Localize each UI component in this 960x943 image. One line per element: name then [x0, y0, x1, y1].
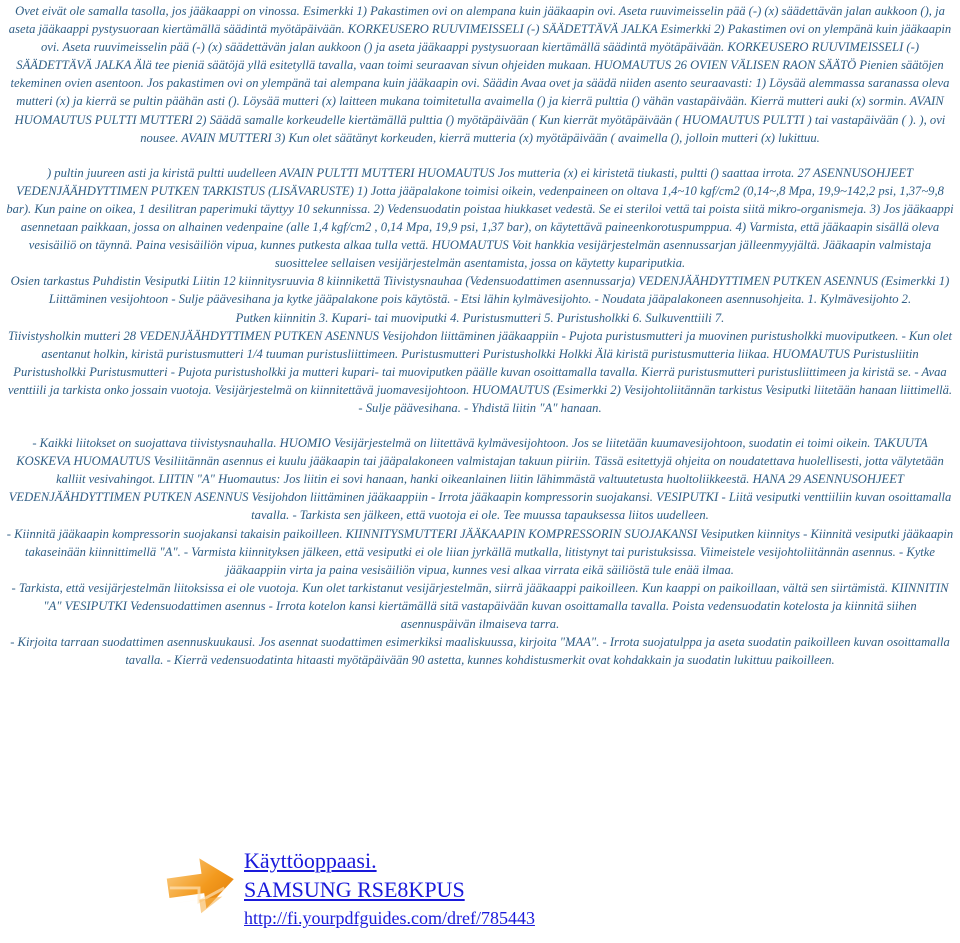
footer-links	[244, 847, 535, 931]
model-link[interactable]: SAMSUNG RSE8KPUS	[244, 877, 465, 902]
paragraph: ) pultin juureen asti ja kiristä pultti uudelleen AVAIN PULTTI MUTTERI HUOMAUTUS Jos mutteria (x) ei kiristetä tiukasti, pultti () saattaa irrota. 27 ASENNUSOHJEET VEDENJÄÄHDYTTIMEN PUTKEN TARKISTUS (LISÄVARUSTE) 1) Jotta jääpalakone toimisi oikein, vedenpaineen on oltava 1,4~10 kgf/cm2 (0,14~,8 Mpa, 19,9~142,2 psi, 1,37~9,8 bar). Kun paine on oikea, 1 desilitran paperimuki täyttyy 10 sekunnissa. 2) Vedensuodatin poistaa hiukkaset vedestä. Se ei steriloi vettä tai poista siitä mikro-organismeja. 3) Jos jääkaappi asennetaan paikkaan, jossa on alhainen vedenpaine (alle 1,4 kgf/cm2 , 0,14 Mpa, 19,9 psi, 1,37 bar), on käytettävä paineenkorotuspumppua. 4) Varmista, että jääkaapin sisällä oleva vesisäiliö on täynnä. Paina vesisäiliön vipua, kunnes putkesta alkaa tulla vettä. HUOMAUTUS Voit hankkia vesijärjestelmän asennussarjan jälleenmyyjältä. Jääkaapin valmistaja suosittelee sellaisen vesijärjestelmän asentamista, jossa on käytetty kupariputkia.	[6, 165, 954, 271]
paragraph: - Tarkista, että vesijärjestelmän liitoksissa ei ole vuotoja. Kun olet tarkistanut vesijärjestelmän, siirrä jääkaappi paikoilleen. Kun kaappi on paikoillaan, vältä sen siirtämistä. KIINNITIN "A" VESIPUTKI Vedensuodattimen asennus - Irrota kotelon kansi kiertämällä sitä vastapäivään kuvan osoittamalla tavalla. Poista vedensuodatin kotelosta ja kiinnitä siihen asennuspäivän ilmaiseva tarra.	[11, 580, 949, 631]
url-link[interactable]: http://fi.yourpdfguides.com/dref/785443	[244, 908, 535, 928]
orange-arrow-icon	[160, 845, 238, 923]
paragraph: Ovet eivät ole samalla tasolla, jos jääkaappi on vinossa. Esimerkki 1) Pakastimen ovi on alempana kuin jääkaapin ovi. Aseta ruuvimeisselin pää (-) (x) säädettävän jalan aukkoon (), ja aseta jääkaappi pystysuoraan kiertämällä säädintä myötäpäivään. KORKEUSERO RUUVIMEISSELI (-) SÄÄDETTÄVÄ JALKA Esimerkki 2) Pakastimen ovi on ylempänä kuin jääkaapin ovi. Aseta ruuvimeisselin pää (-) (x) säädettävän jalan aukkoon () ja aseta jääkaappi pystysuoraan kiertämällä säädintä myötäpäivään. KORKEUSERO RUUVIMEISSELI (-) SÄÄDETTÄVÄ JALKA Älä tee pieniä säätöjä yllä esitetyllä tavalla, vaan toimi seuraavan sivun ohjeiden mukaan. HUOMAUTUS 26 OVIEN VÄLISEN RAON SÄÄTÖ Pienien säätöjen tekeminen ovien asentoon. Jos pakastimen ovi on ylempänä tai alempana kuin jääkaapin ovi. Säädin Avaa ovet ja säädä niiden asento seuraavasti: 1) Löysää alemmassa saranassa oleva mutteri (x) ja kierrä se pultin päähän asti (). Löysää mutteri (x) laitteen mukana toimitetulla avaimella () ja kierrä pulttia () vähän vastapäivään. Kierrä mutteri auki (x) sormin. AVAIN HUOMAUTUS PULTTI MUTTERI 2) Säädä samalle korkeudelle kiertämällä pulttia () myötäpäivään ( Kun kierrät myötäpäivään ( HUOMAUTUS PULTTI ) tai vastapäivään ( ). ), ovi nousee. AVAIN MUTTERI 3) Kun olet säätänyt korkeuden, kierrä mutteria (x) myötäpäivään ( avaimella (), jolloin mutteri (x) lukittuu.	[8, 4, 952, 145]
paragraph: - Kiinnitä jääkaapin kompressorin suojakansi takaisin paikoilleen. KIINNITYSMUTTERI JÄÄKAAPIN KOMPRESSORIN SUOJAKANSI Vesiputken kiinnitys - Kiinnitä vesiputki jääkaapin takaseinään kiinnittimellä "A". - Varmista kiinnityksen jälkeen, että vesiputki ei ole liian jyrkällä mutkalla, litistynyt tai puristuksissa. Viimeistele vesijohtoliitännän asennus. - Kytke jääkaappiin virta ja paina vesisäiliön vipua, kunnes vesi alkaa virrata eikä säiliöstä tule enää ilmaa.	[6, 526, 954, 577]
paragraph: Putken kiinnitin 3. Kupari- tai muoviputki 4. Puristusmutteri 5. Puristusholkki 6. Sulkuventtiili 7.	[235, 310, 725, 325]
footer	[160, 843, 760, 939]
paragraph: Tiivistysholkin mutteri 28 VEDENJÄÄHDYTTIMEN PUTKEN ASENNUS Vesijohdon liittäminen jääkaappiin - Pujota puristusmutteri ja muovinen puristusholkki muoviputkeen. - Kun olet asentanut holkin, kiristä puristusmutteri 1/4 tuuman puristusliittimeen. Puristusmutteri Puristusholkki Holkki Älä kiristä puristusmutteria liikaa. HUOMAUTUS Puristusliitin Puristusholkki Puristusmutteri - Pujota puristusholkki ja mutteri kupari- tai muoviputken päälle kuvan osoittamalla tavalla. Kierrä puristusmutteri puristusliittimeen ja kiristä se. - Avaa venttiili ja tarkista onko jossain vuotoja. Vesijärjestelmä on kiinnitettävä juomavesijohtoon. HUOMAUTUS (Esimerkki 2) Vesijohtoliitännän tarkistus Vesiputki liitetään hanaan liittimellä. - Sulje päävesihana. - Yhdistä liitin "A" hanaan.	[7, 328, 953, 415]
document-body	[6, 2, 954, 669]
paragraph-gap	[6, 147, 954, 164]
manual-link[interactable]: Käyttöoppaasi.	[244, 848, 377, 873]
paragraph: Osien tarkastus Puhdistin Vesiputki Liitin 12 kiinnitysruuvia 8 kiinnikettä Tiivistysnauhaa (Vedensuodattimen asennussarja) VEDENJÄÄHDYTTIMEN PUTKEN ASENNUS (Esimerkki 1) Liittäminen vesijohtoon - Sulje päävesihana ja kytke jääpalakone pois käytöstä. - Etsi lähin kylmävesijohto. - Noudata jääpalakoneen asennusohjeita. 1. Kylmävesijohto 2.	[10, 274, 950, 307]
paragraph: - Kaikki liitokset on suojattava tiivistysnauhalla. HUOMIO Vesijärjestelmä on liitettävä kylmävesijohtoon. Jos se liitetään kuumavesijohtoon, suodatin ei toimi oikein. TAKUUTA KOSKEVA HUOMAUTUS Vesiliitännän asennus ei kuulu jääkaapin tai jääpalakoneen valmistajan takuun piiriin. Tässä esitettyjä ohjeita on noudatettava huolellisesti, jotta välytetään kalliit vesivahingot. LIITIN "A" Huomautus: Jos liitin ei sovi hanaan, hanki oikeanlainen liitin lähimmästä valtuutetusta huoltoliikkeestä. HANA 29 ASENNUSOHJEET VEDENJÄÄHDYTTIMEN PUTKEN ASENNUS Vesijohdon liittäminen jääkaappiin - Irrota jääkaapin kompressorin suojakansi. VESIPUTKI - Liitä vesiputki venttiiliin kuvan osoittamalla tavalla. - Tarkista sen jälkeen, että vuotoja ei ole. Tee muussa tapauksessa liitos uudelleen.	[8, 436, 952, 523]
paragraph-gap	[6, 417, 954, 434]
paragraph: - Kirjoita tarraan suodattimen asennuskuukausi. Jos asennat suodattimen esimerkiksi maaliskuussa, kirjoita "MAA". - Irrota suojatulppa ja aseta suodatin paikoilleen kuvan osoittamalla tavalla. - Kierrä vedensuodatinta hitaasti myötäpäivään 90 astetta, kunnes kohdistusmerkit ovat kohdakkain ja suodatin lukittuu paikoilleen.	[10, 635, 950, 668]
